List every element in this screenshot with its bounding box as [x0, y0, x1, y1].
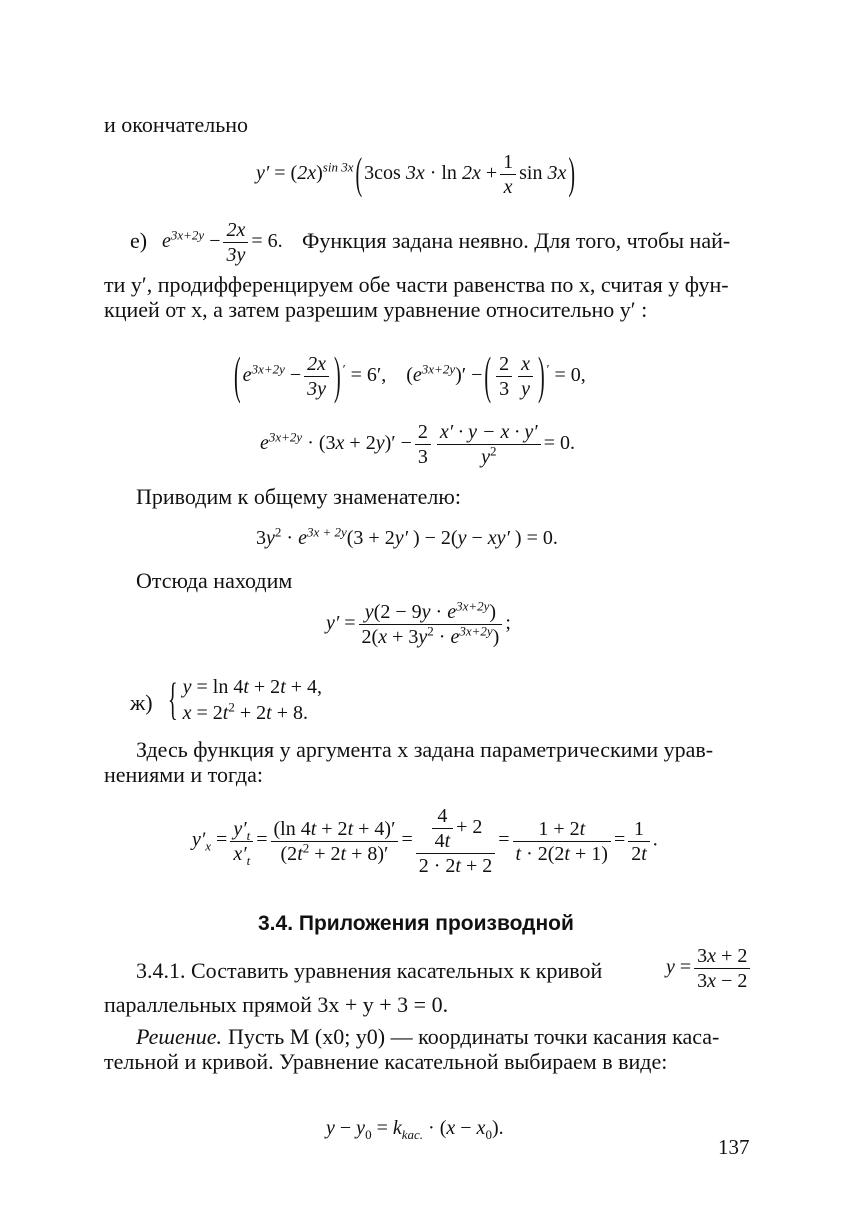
text-param-line1: Здесь функция y аргумента x задана параметрическими урав- — [136, 737, 714, 762]
text-hence: Отсюда находим — [136, 568, 293, 593]
text-task-line1: 3.4.1. Составить уравнения касательных к кривой — [136, 958, 603, 983]
text-e-line2: ти y′, продифференцируем обе части равенства по x, считая y фун- — [104, 272, 729, 297]
text-task-line2: параллельных прямой 3x + y + 3 = 0. — [104, 992, 449, 1017]
formula-parametric-system: { y = ln 4t + 2t + 4, $x = 2t^2 + 2t + 8$. — [168, 674, 323, 726]
solution-label: Решение. — [136, 1024, 222, 1049]
formula-tangent-line: $y - y_0 = k_{kac.} \cdot (x - x_0)$. — [326, 1117, 504, 1142]
formula-e-equation: $e^{3x+2y}$ − $\frac{2x}{3y}$ = 6. — [162, 219, 283, 266]
formula-y-prime-result: y′ = $\frac{y(2 - 9y \cdot e^{3x+2y})}{2(x + 3y^2 \cdot e^{3x+2y})}$ ; — [326, 598, 511, 648]
formula-y-prime-final: $y' = (2x)^{sin 3x}$ ( 3cos 3x · ln 2x + $\frac{1}{x}$ sin 3x ) — [256, 150, 576, 199]
label-zh: ж) — [130, 690, 153, 715]
label-e: е) — [130, 228, 148, 253]
text-common-denominator: Приводим к общему знаменателю: — [136, 484, 461, 509]
formula-parametric-derivative: $y'_x$ = $\frac{y'_t}{x'_t}$ = $\frac{(\ln 4t + 2t + 4)'}{(2t^2 + 2t + 8)'}$ = $\frac{4}{4t}$ + 2 2 · 2t + 2 = $\frac{1 + 2t}{t \cdot 2(2t + 1)}$ = $\frac{1}{2t}$ . — [192, 805, 658, 877]
formula-curve: y = $\frac{3x + 2}{3x - 2}$ — [666, 944, 753, 993]
text-e-line1: Функция задана неявно. Для того, чтобы най- — [302, 228, 731, 253]
formula-derivative-expanded: $e^{3x+2y} \cdot (3x + 2y)'$ − $\frac{2}{3}$ $\frac{x' \cdot y - x \cdot y'}{y^2}$ = 0. — [260, 421, 575, 468]
section-heading: 3.4. Приложения производной — [258, 912, 574, 935]
page-number: 137 — [718, 1135, 750, 1159]
text-param-line2: нениями и тогда: — [104, 762, 263, 787]
text-solution-line1: Пусть M (x0; y0) — координаты точки касания каса- — [228, 1024, 720, 1049]
formula-common-denominator: $3y^2 \cdot e^{3x + 2y}(3 + 2y'$ ) − 2(y − xy′ ) = 0. — [256, 524, 558, 549]
text-intro: и окончательно — [104, 112, 249, 137]
text-e-line3: кцией от x, а затем разрешим уравнение относительно y′ : — [104, 297, 648, 322]
text-solution-line2: тельной и кривой. Уравнение касательной выбираем в виде: — [104, 1049, 668, 1074]
formula-derivative-both-sides: ( $e^{3x+2y}$ − $\frac{2x}{3y}$ ) ′ = 6′, $(e^{3x+2y})'$ − ( $\frac{2}{3}$ $\frac{x}{y}$ ) ′ = 0, — [234, 347, 586, 406]
